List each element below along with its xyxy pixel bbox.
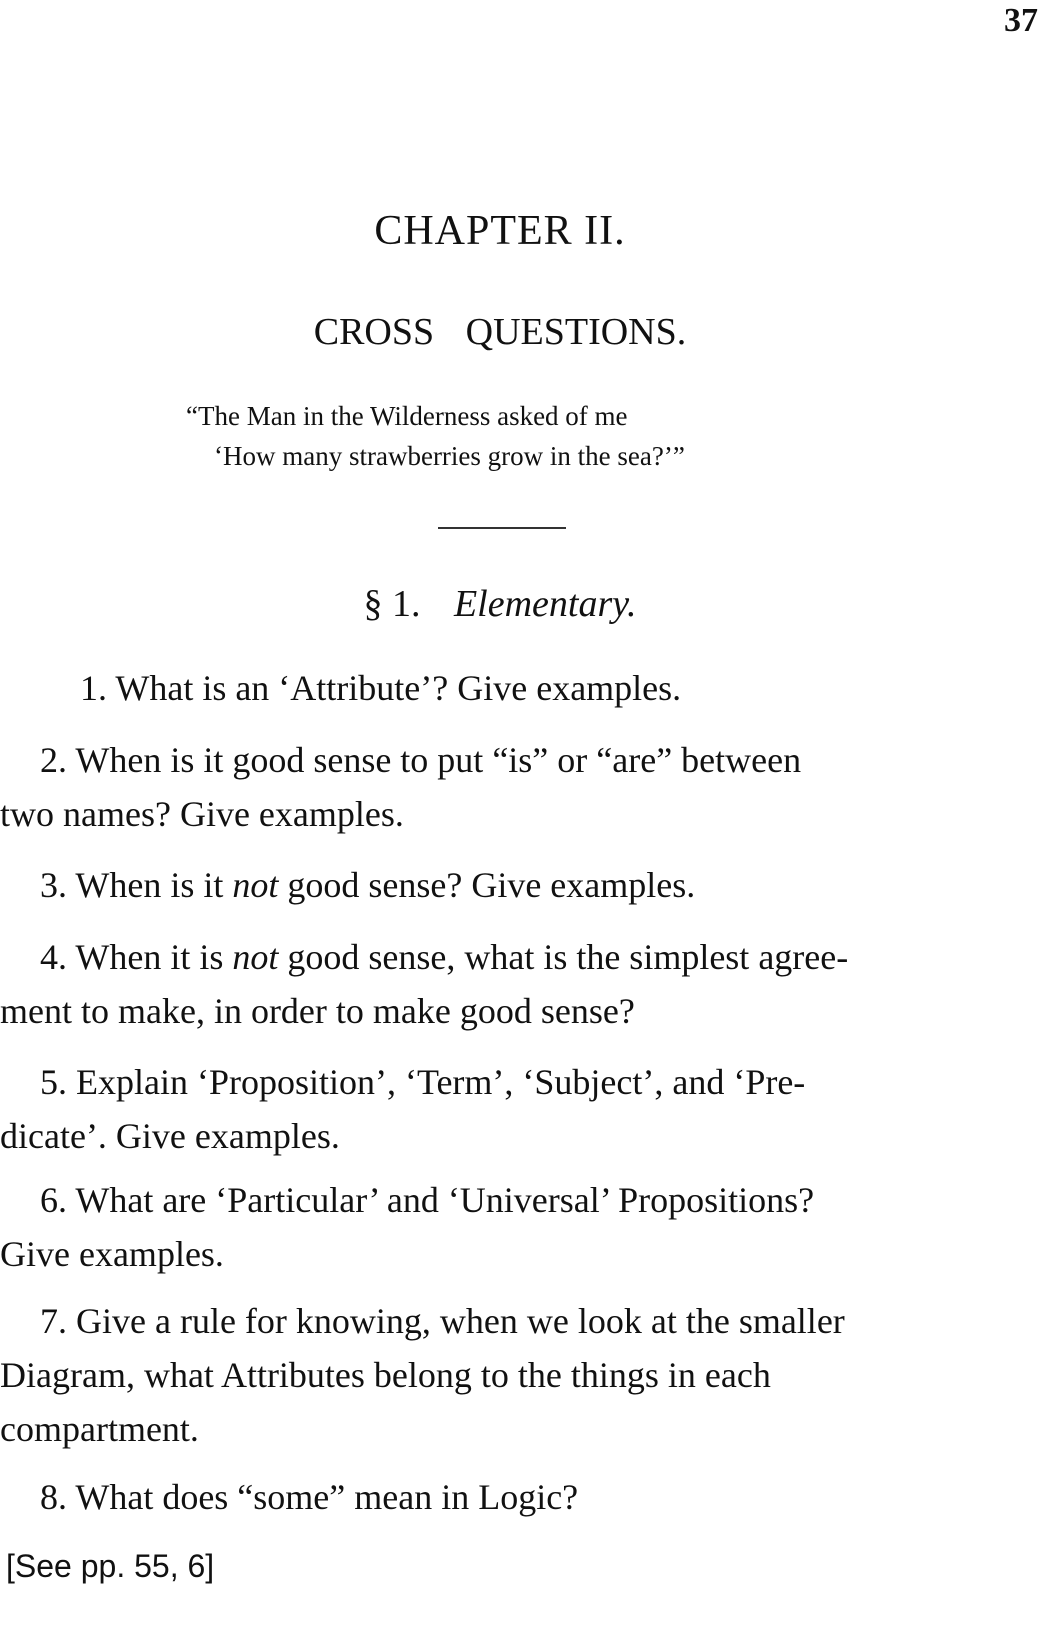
question-number: 7. [40,1301,67,1341]
question-text: What is an ‘Attribute’? Give examples. [115,668,682,708]
question-number: 8. [40,1477,67,1517]
epigraph-line-1: “The Man in the Wilderness asked of me [186,401,628,431]
epigraph-line-2: ‘How many strawberries grow in the sea?’” [214,441,685,471]
question-3 [0,858,695,912]
subsection-number: § 1. [363,583,421,625]
question-text-continued: two names? Give examples. [0,794,404,834]
question-6 [0,1173,814,1281]
chapter-title: CHAPTER II. [374,208,626,254]
question-text-continued: compartment. [0,1409,199,1449]
question-text-emphasis: not [232,865,279,905]
question-text-emphasis: not [232,937,279,977]
question-text: Give a rule for knowing, when we look at the smaller [76,1301,845,1341]
question-text: When is it good sense to put “is” or “are” between [75,740,802,780]
question-text-continued: Give examples. [0,1234,224,1274]
question-number: 5. [40,1062,67,1102]
question-text-continued: ment to make, in order to make good sense? [0,991,635,1031]
question-number: 6. [40,1180,67,1220]
question-text-rest: good sense, what is the simplest agree- [287,937,849,977]
question-text: What does “some” mean in Logic? [75,1477,579,1517]
subsection-title: Elementary. [453,583,637,625]
question-text: When is it [75,865,224,905]
footer-note: [See pp. 55, 6] [6,1548,215,1584]
question-text-continued: dicate’. Give examples. [0,1116,340,1156]
question-text-continued: Diagram, what Attributes belong to the things in each [0,1355,771,1395]
question-text-rest: good sense? Give examples. [287,865,696,905]
question-text: What are ‘Particular’ and ‘Universal’ Propositions? [75,1180,815,1220]
question-4 [0,930,848,1038]
page-number: 37 [1004,2,1038,39]
question-1 [0,661,681,715]
question-2 [0,733,801,841]
question-5 [0,1055,805,1163]
section-heading: CROSS QUESTIONS. [313,311,687,353]
question-text: Explain ‘Proposition’, ‘Term’, ‘Subject’, and ‘Pre- [76,1062,806,1102]
question-number: 4. [40,937,67,977]
question-number: 2. [40,740,67,780]
question-number: 3. [40,865,67,905]
question-7 [0,1294,845,1456]
question-8 [0,1470,578,1524]
subsection-heading [0,582,1000,626]
question-number: 1. [80,668,107,708]
separator-rule [438,527,566,529]
question-text: When it is [75,937,224,977]
